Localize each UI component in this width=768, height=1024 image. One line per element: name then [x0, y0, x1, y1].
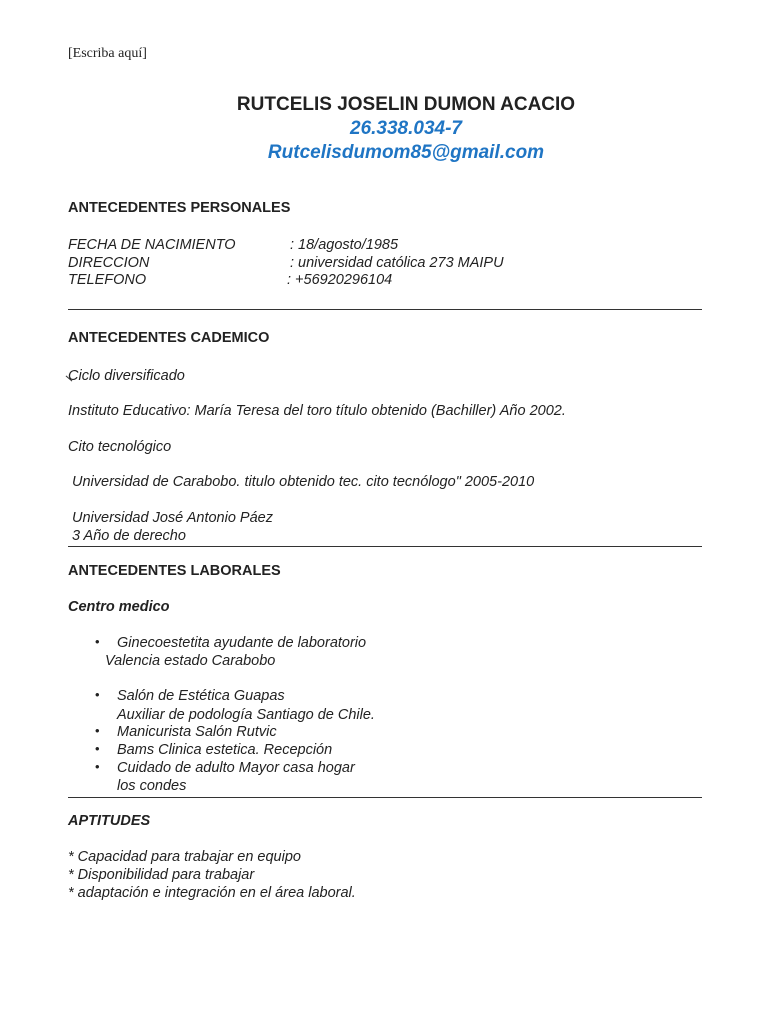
section-title-personal: ANTECEDENTES PERSONALES [68, 200, 291, 216]
aptitude-line: * adaptación e integración en el área laboral. [68, 885, 356, 901]
phone-label: TELEFONO [68, 272, 147, 288]
work-item: Bams Clinica estetica. Recepción [117, 742, 333, 758]
academic-line: Ciclo diversificado [68, 368, 185, 384]
academic-line: Instituto Educativo: María Teresa del toro título obtenido (Bachiller) Año 2002. [68, 403, 566, 419]
work-item: Valencia estado Carabobo [105, 653, 276, 669]
section-title-academic: ANTECEDENTES CADEMICO [68, 330, 270, 346]
work-item: los condes [117, 778, 187, 794]
bullet-icon: • [95, 634, 100, 649]
section-title-aptitudes: APTITUDES [68, 813, 151, 829]
work-item: Cuidado de adulto Mayor casa hogar [117, 760, 355, 776]
divider [68, 309, 702, 310]
bullet-icon: • [95, 687, 100, 702]
aptitude-line: * Capacidad para trabajar en equipo [68, 849, 301, 865]
divider [68, 797, 702, 798]
divider [68, 546, 702, 547]
academic-line: 3 Año de derecho [72, 528, 186, 544]
candidate-name: RUTCELIS JOSELIN DUMON ACACIO [236, 94, 576, 115]
aptitude-line: * Disponibilidad para trabajar [68, 867, 255, 883]
work-item: Manicurista Salón Rutvic [117, 724, 277, 740]
work-item: Ginecoestetita ayudante de laboratorio [117, 635, 367, 651]
work-item: Auxiliar de podología Santiago de Chile. [117, 707, 375, 723]
birth-value: : 18/agosto/1985 [290, 237, 399, 253]
birth-label: FECHA DE NACIMIENTO [68, 237, 236, 253]
academic-line: Cito tecnológico [68, 439, 172, 455]
header-placeholder[interactable]: [Escriba aquí] [68, 46, 147, 61]
phone-value: : +56920296104 [287, 272, 393, 288]
address-label: DIRECCION [68, 255, 150, 271]
address-value: : universidad católica 273 MAIPU [290, 255, 504, 271]
section-title-work: ANTECEDENTES LABORALES [68, 563, 281, 579]
bullet-icon: • [95, 741, 100, 756]
work-subtitle: Centro medico [68, 599, 170, 615]
work-item: Salón de Estética Guapas [117, 688, 285, 704]
academic-line: Universidad José Antonio Páez [72, 510, 273, 526]
id-number: 26.338.034-7 [350, 118, 462, 139]
bullet-icon: • [95, 759, 100, 774]
bullet-icon: • [95, 723, 100, 738]
academic-line: Universidad de Carabobo. titulo obtenido tec. cito tecnólogo" 2005-2010 [72, 474, 535, 490]
email-link[interactable]: Rutcelisdumom85@gmail.com [267, 142, 545, 163]
